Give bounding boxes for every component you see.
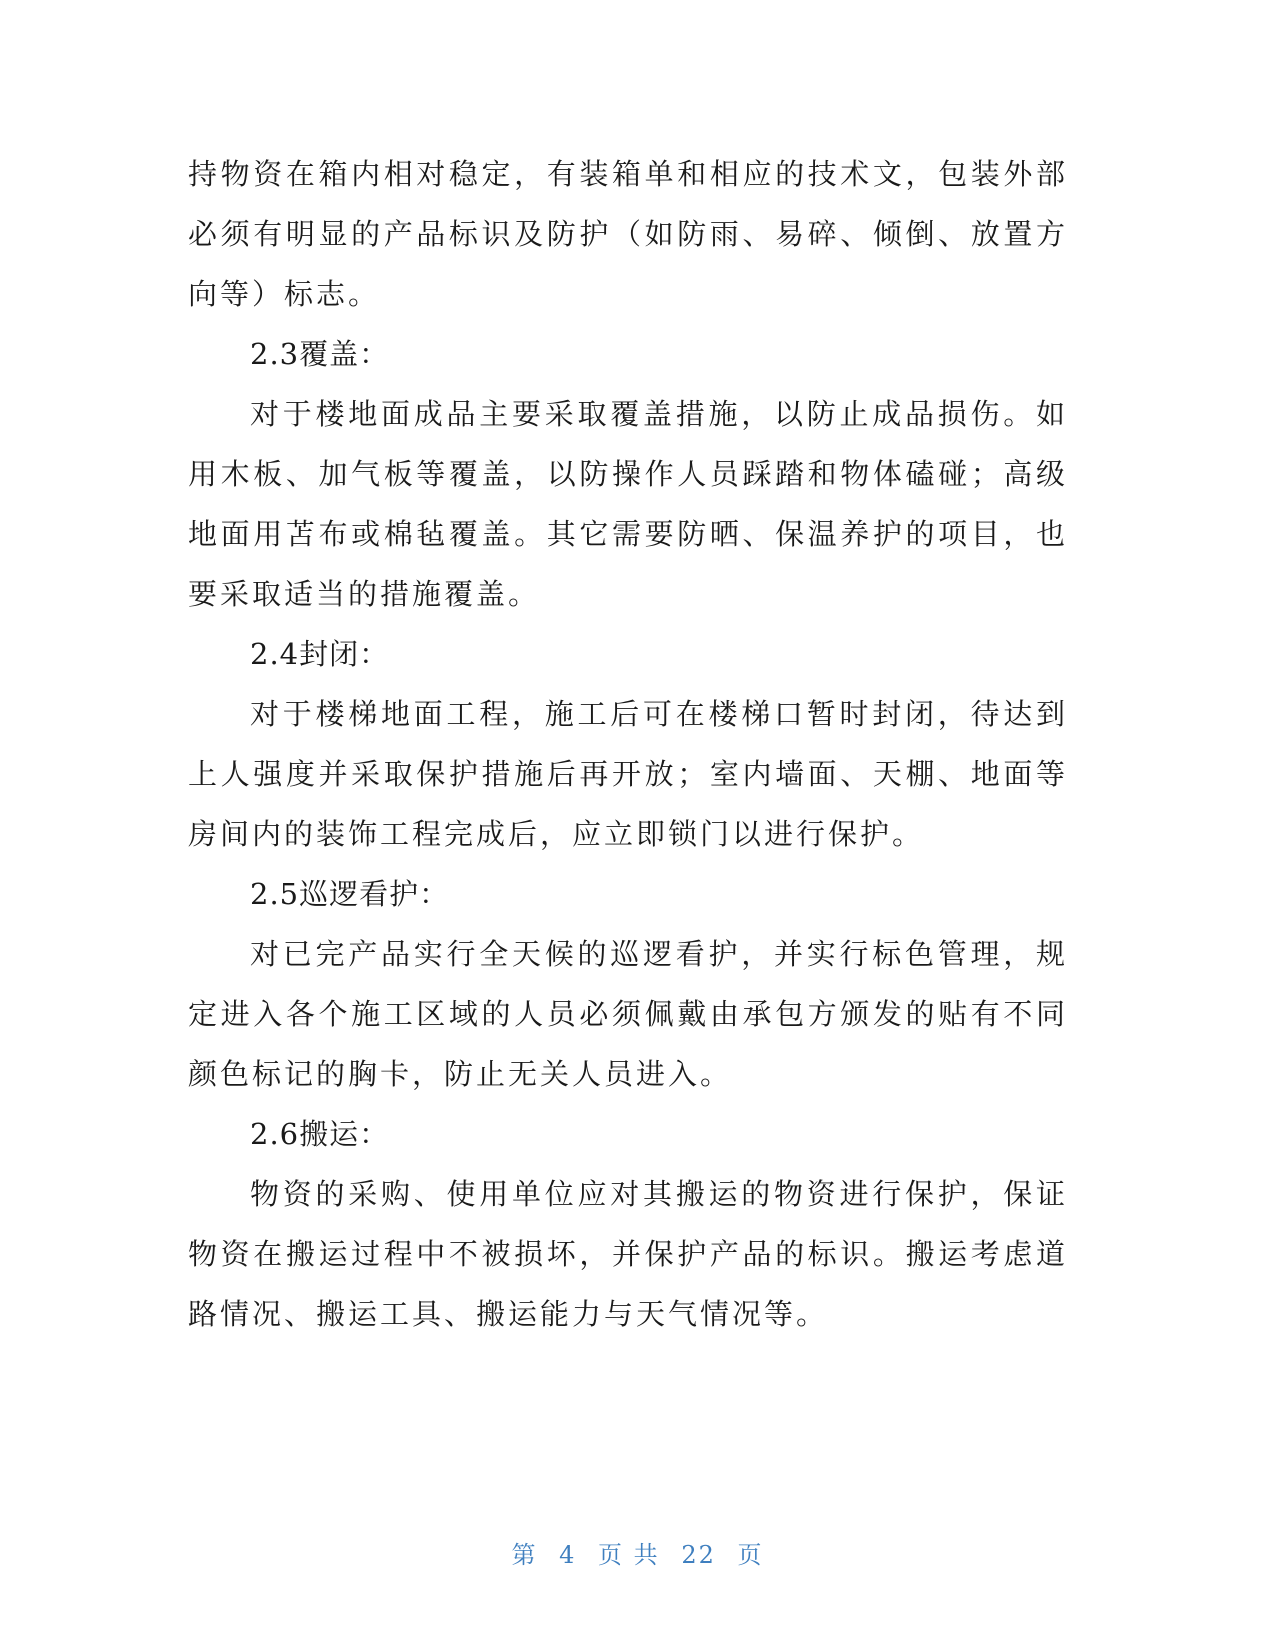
footer-total-pages: 22: [681, 1541, 716, 1569]
paragraph-covering: 对于楼地面成品主要采取覆盖措施，以防止成品损伤。如用木板、加气板等覆盖，以防操作人员踩踏和物体磕碰；高级地面用苫布或棉毡覆盖。其它需要防晒、保温养护的项目，也要采取适当的措施覆盖。: [188, 397, 1068, 611]
paragraph-packaging: 持物资在箱内相对稳定，有装箱单和相应的技术文，包装外部必须有明显的产品标识及防护（如防雨、易碎、倾倒、放置方向等）标志。: [188, 157, 1068, 311]
page-footer: [0, 1535, 1275, 1570]
footer-current-page: 4: [559, 1541, 577, 1569]
paragraph-transport: 物资的采购、使用单位应对其搬运的物资进行保护，保证物资在搬运过程中不被损坏，并保护产品的标识。搬运考虑道路情况、搬运工具、搬运能力与天气情况等。: [188, 1177, 1068, 1331]
paragraph-patrol: 对已完产品实行全天候的巡逻看护，并实行标色管理，规定进入各个施工区域的人员必须佩戴由承包方颁发的贴有不同颜色标记的胸卡，防止无关人员进入。: [188, 937, 1068, 1091]
footer-prefix: 第: [511, 1541, 538, 1569]
document-body: [188, 144, 1068, 1344]
paragraph-sealing: 对于楼梯地面工程，施工后可在楼梯口暂时封闭，待达到上人强度并采取保护措施后再开放；室内墙面、天棚、地面等房间内的装饰工程完成后，应立即锁门以进行保护。: [188, 697, 1068, 851]
section-heading-patrol: 2.5巡逻看护：: [250, 877, 450, 911]
footer-middle: 页 共: [598, 1541, 660, 1569]
footer-suffix: 页: [737, 1541, 764, 1569]
section-heading-covering: 2.3覆盖：: [250, 337, 390, 371]
section-heading-sealing: 2.4封闭：: [250, 637, 390, 671]
section-heading-transport: 2.6搬运：: [250, 1117, 390, 1151]
